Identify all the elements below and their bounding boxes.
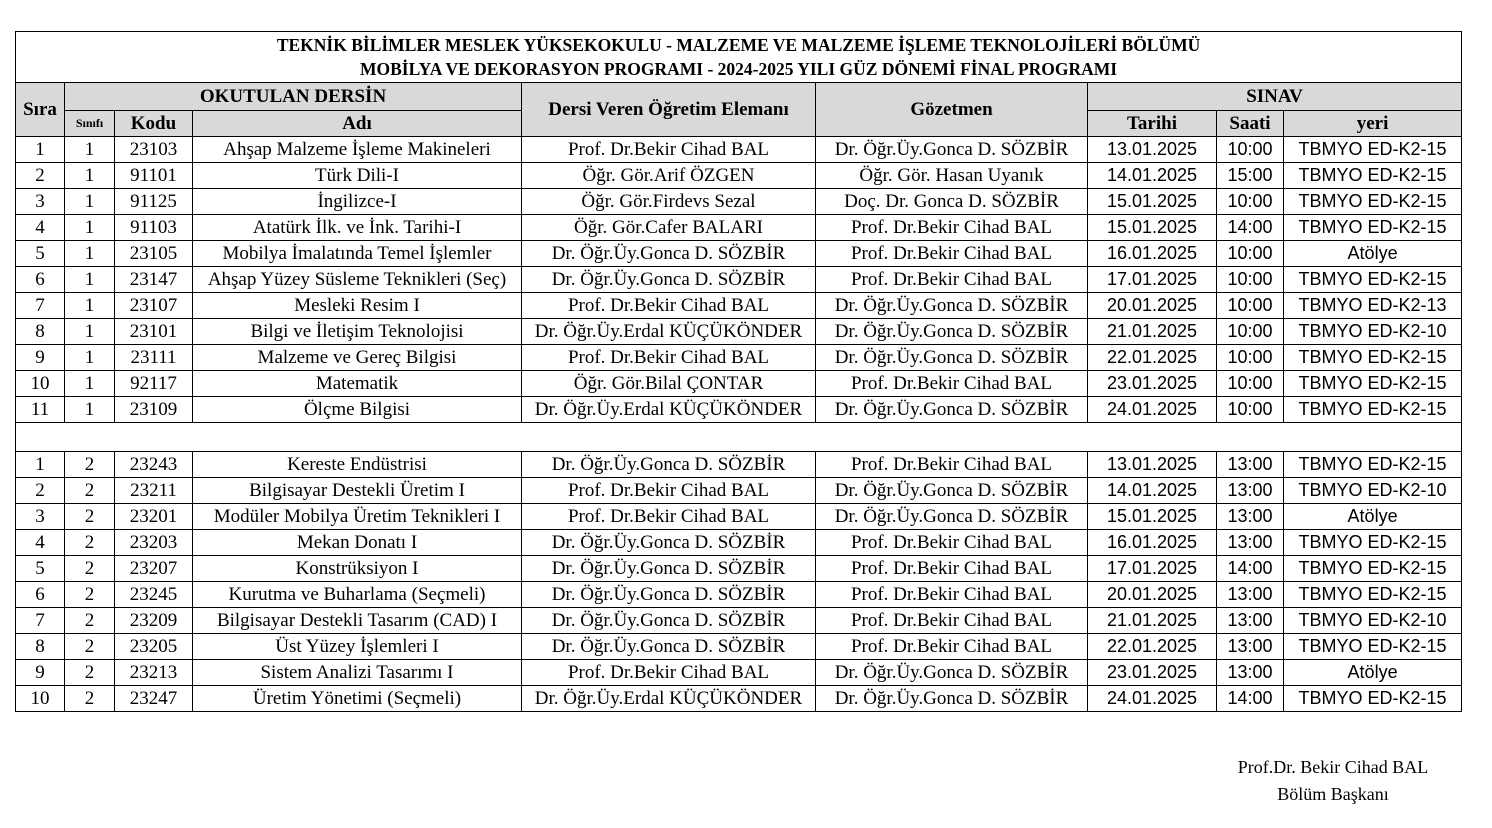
cell-adi: Bilgisayar Destekli Üretim I [193,478,522,504]
cell-gozetmen: Prof. Dr.Bekir Cihad BAL [816,241,1088,267]
cell-gozetmen: Dr. Öğr.Üy.Gonca D. SÖZBİR [816,137,1088,163]
cell-saati: 13:00 [1217,530,1284,556]
cell-gozetmen: Doç. Dr. Gonca D. SÖZBİR [816,189,1088,215]
cell-tarihi: 17.01.2025 [1088,267,1217,293]
document-title [16,32,1462,83]
cell-kodu: 23107 [115,293,193,319]
cell-saati: 10:00 [1217,345,1284,371]
cell-ogretim-elemani: Öğr. Gör.Firdevs Sezal [522,189,816,215]
header-kodu: Kodu [115,111,193,137]
cell-saati: 13:00 [1217,504,1284,530]
table-row [16,241,1462,267]
table-row [16,189,1462,215]
cell-ogretim-elemani: Öğr. Gör.Arif ÖZGEN [522,163,816,189]
cell-yeri: TBMYO ED-K2-15 [1284,556,1462,582]
cell-saati: 15:00 [1217,163,1284,189]
cell-yeri: TBMYO ED-K2-15 [1284,452,1462,478]
table-row [16,397,1462,423]
cell-tarihi: 15.01.2025 [1088,504,1217,530]
table-row [16,371,1462,397]
cell-adi: Sistem Analizi Tasarımı I [193,660,522,686]
cell-yeri: TBMYO ED-K2-15 [1284,345,1462,371]
cell-saati: 13:00 [1217,608,1284,634]
cell-gozetmen: Dr. Öğr.Üy.Gonca D. SÖZBİR [816,660,1088,686]
table-row [16,293,1462,319]
cell-yeri: Atölye [1284,660,1462,686]
cell-kodu: 23213 [115,660,193,686]
cell-gozetmen: Dr. Öğr.Üy.Gonca D. SÖZBİR [816,345,1088,371]
cell-gozetmen: Dr. Öğr.Üy.Gonca D. SÖZBİR [816,686,1088,712]
cell-sinifi: 2 [65,582,115,608]
header-ogretim-elemani: Dersi Veren Öğretim Elemanı [522,83,816,137]
cell-tarihi: 23.01.2025 [1088,660,1217,686]
cell-tarihi: 16.01.2025 [1088,241,1217,267]
cell-ogretim-elemani: Prof. Dr.Bekir Cihad BAL [522,504,816,530]
cell-kodu: 92117 [115,371,193,397]
cell-saati: 10:00 [1217,293,1284,319]
cell-sira: 4 [16,215,65,241]
cell-sira: 3 [16,189,65,215]
cell-sira: 11 [16,397,65,423]
cell-saati: 13:00 [1217,452,1284,478]
cell-yeri: TBMYO ED-K2-15 [1284,371,1462,397]
cell-saati: 10:00 [1217,241,1284,267]
cell-sira: 7 [16,293,65,319]
cell-yeri: TBMYO ED-K2-15 [1284,215,1462,241]
cell-gozetmen: Prof. Dr.Bekir Cihad BAL [816,530,1088,556]
cell-sinifi: 2 [65,530,115,556]
exam-schedule-table [15,31,1462,712]
cell-gozetmen: Prof. Dr.Bekir Cihad BAL [816,215,1088,241]
cell-ogretim-elemani: Dr. Öğr.Üy.Gonca D. SÖZBİR [522,267,816,293]
cell-kodu: 23205 [115,634,193,660]
cell-adi: Matematik [193,371,522,397]
cell-tarihi: 13.01.2025 [1088,452,1217,478]
cell-gozetmen: Prof. Dr.Bekir Cihad BAL [816,608,1088,634]
cell-adi: Mesleki Resim I [193,293,522,319]
cell-yeri: TBMYO ED-K2-10 [1284,478,1462,504]
cell-saati: 10:00 [1217,371,1284,397]
cell-kodu: 23147 [115,267,193,293]
cell-saati: 14:00 [1217,215,1284,241]
cell-tarihi: 16.01.2025 [1088,530,1217,556]
cell-sinifi: 2 [65,504,115,530]
cell-ogretim-elemani: Dr. Öğr.Üy.Gonca D. SÖZBİR [522,241,816,267]
cell-sira: 2 [16,163,65,189]
cell-adi: Üretim Yönetimi (Seçmeli) [193,686,522,712]
cell-ogretim-elemani: Dr. Öğr.Üy.Erdal KÜÇÜKÖNDER [522,686,816,712]
section-spacer-row [16,423,1462,452]
cell-adi: Ahşap Yüzey Süsleme Teknikleri (Seç) [193,267,522,293]
cell-saati: 14:00 [1217,556,1284,582]
cell-yeri: TBMYO ED-K2-15 [1284,397,1462,423]
cell-tarihi: 13.01.2025 [1088,137,1217,163]
header-gozetmen: Gözetmen [816,83,1088,137]
cell-sira: 7 [16,608,65,634]
cell-saati: 13:00 [1217,634,1284,660]
cell-sira: 10 [16,686,65,712]
cell-yeri: TBMYO ED-K2-15 [1284,686,1462,712]
cell-yeri: TBMYO ED-K2-13 [1284,293,1462,319]
table-row [16,530,1462,556]
cell-kodu: 23101 [115,319,193,345]
cell-ogretim-elemani: Dr. Öğr.Üy.Gonca D. SÖZBİR [522,530,816,556]
table-row [16,215,1462,241]
header-okutulan-dersin: OKUTULAN DERSİN [65,83,522,111]
cell-ogretim-elemani: Dr. Öğr.Üy.Gonca D. SÖZBİR [522,634,816,660]
table-row [16,163,1462,189]
table-row [16,660,1462,686]
cell-sinifi: 1 [65,397,115,423]
header-yeri: yeri [1284,111,1462,137]
cell-yeri: TBMYO ED-K2-15 [1284,634,1462,660]
table-row [16,267,1462,293]
cell-sinifi: 2 [65,686,115,712]
title-line-2: MOBİLYA VE DEKORASYON PROGRAMI - 2024-2025 YILI GÜZ DÖNEMİ FİNAL PROGRAMI [360,59,1118,79]
cell-sinifi: 2 [65,452,115,478]
cell-yeri: Atölye [1284,241,1462,267]
cell-sinifi: 2 [65,478,115,504]
cell-tarihi: 20.01.2025 [1088,293,1217,319]
cell-ogretim-elemani: Dr. Öğr.Üy.Gonca D. SÖZBİR [522,608,816,634]
cell-adi: Bilgisayar Destekli Tasarım (CAD) I [193,608,522,634]
cell-sira: 3 [16,504,65,530]
cell-sira: 1 [16,137,65,163]
cell-tarihi: 23.01.2025 [1088,371,1217,397]
cell-ogretim-elemani: Dr. Öğr.Üy.Gonca D. SÖZBİR [522,582,816,608]
cell-saati: 13:00 [1217,478,1284,504]
cell-ogretim-elemani: Prof. Dr.Bekir Cihad BAL [522,660,816,686]
cell-gozetmen: Dr. Öğr.Üy.Gonca D. SÖZBİR [816,397,1088,423]
cell-kodu: 91101 [115,163,193,189]
cell-saati: 13:00 [1217,660,1284,686]
cell-ogretim-elemani: Prof. Dr.Bekir Cihad BAL [522,478,816,504]
cell-kodu: 23211 [115,478,193,504]
title-row [16,32,1462,83]
cell-sinifi: 1 [65,267,115,293]
cell-kodu: 23105 [115,241,193,267]
cell-gozetmen: Prof. Dr.Bekir Cihad BAL [816,582,1088,608]
cell-gozetmen: Dr. Öğr.Üy.Gonca D. SÖZBİR [816,319,1088,345]
header-tarihi: Tarihi [1088,111,1217,137]
table-row [16,556,1462,582]
cell-sira: 8 [16,319,65,345]
cell-gozetmen: Dr. Öğr.Üy.Gonca D. SÖZBİR [816,504,1088,530]
cell-sinifi: 1 [65,319,115,345]
cell-tarihi: 24.01.2025 [1088,686,1217,712]
cell-tarihi: 24.01.2025 [1088,397,1217,423]
cell-sinifi: 1 [65,345,115,371]
cell-gozetmen: Prof. Dr.Bekir Cihad BAL [816,452,1088,478]
signature-role: Bölüm Başkanı [1277,784,1389,804]
cell-gozetmen: Prof. Dr.Bekir Cihad BAL [816,634,1088,660]
cell-sinifi: 1 [65,241,115,267]
cell-adi: Ölçme Bilgisi [193,397,522,423]
cell-tarihi: 17.01.2025 [1088,556,1217,582]
cell-yeri: TBMYO ED-K2-10 [1284,608,1462,634]
cell-kodu: 91125 [115,189,193,215]
cell-kodu: 23245 [115,582,193,608]
signature-block [1200,754,1466,808]
cell-adi: Atatürk İlk. ve İnk. Tarihi-I [193,215,522,241]
cell-adi: Mobilya İmalatında Temel İşlemler [193,241,522,267]
cell-sinifi: 2 [65,660,115,686]
header-adi: Adı [193,111,522,137]
table-row [16,634,1462,660]
cell-yeri: TBMYO ED-K2-10 [1284,319,1462,345]
signature-name: Prof.Dr. Bekir Cihad BAL [1237,757,1429,777]
cell-adi: Kurutma ve Buharlama (Seçmeli) [193,582,522,608]
cell-ogretim-elemani: Prof. Dr.Bekir Cihad BAL [522,137,816,163]
cell-sinifi: 1 [65,371,115,397]
cell-ogretim-elemani: Dr. Öğr.Üy.Erdal KÜÇÜKÖNDER [522,319,816,345]
cell-kodu: 23103 [115,137,193,163]
cell-tarihi: 14.01.2025 [1088,163,1217,189]
cell-yeri: TBMYO ED-K2-15 [1284,189,1462,215]
header-sinav: SINAV [1088,83,1462,111]
cell-ogretim-elemani: Dr. Öğr.Üy.Gonca D. SÖZBİR [522,452,816,478]
cell-adi: Türk Dili-I [193,163,522,189]
cell-gozetmen: Dr. Öğr.Üy.Gonca D. SÖZBİR [816,478,1088,504]
cell-sinifi: 2 [65,608,115,634]
cell-tarihi: 14.01.2025 [1088,478,1217,504]
cell-kodu: 23111 [115,345,193,371]
cell-yeri: TBMYO ED-K2-15 [1284,582,1462,608]
cell-sira: 5 [16,556,65,582]
cell-adi: Malzeme ve Gereç Bilgisi [193,345,522,371]
cell-saati: 10:00 [1217,189,1284,215]
cell-kodu: 23109 [115,397,193,423]
header-row-1 [16,83,1462,111]
cell-adi: Kereste Endüstrisi [193,452,522,478]
cell-kodu: 23203 [115,530,193,556]
cell-sinifi: 1 [65,293,115,319]
table-row [16,582,1462,608]
cell-ogretim-elemani: Öğr. Gör.Bilal ÇONTAR [522,371,816,397]
cell-kodu: 23201 [115,504,193,530]
cell-adi: Mekan Donatı I [193,530,522,556]
cell-gozetmen: Öğr. Gör. Hasan Uyanık [816,163,1088,189]
cell-kodu: 91103 [115,215,193,241]
cell-yeri: TBMYO ED-K2-15 [1284,137,1462,163]
cell-sinifi: 1 [65,163,115,189]
cell-saati: 10:00 [1217,267,1284,293]
cell-sira: 5 [16,241,65,267]
table-row [16,608,1462,634]
table-row [16,345,1462,371]
cell-yeri: TBMYO ED-K2-15 [1284,530,1462,556]
cell-kodu: 23243 [115,452,193,478]
cell-sira: 10 [16,371,65,397]
cell-sira: 8 [16,634,65,660]
cell-sinifi: 2 [65,556,115,582]
cell-sinifi: 2 [65,634,115,660]
cell-saati: 10:00 [1217,397,1284,423]
cell-yeri: TBMYO ED-K2-15 [1284,163,1462,189]
cell-sira: 9 [16,345,65,371]
cell-sinifi: 1 [65,137,115,163]
cell-saati: 10:00 [1217,319,1284,345]
cell-adi: Üst Yüzey İşlemleri I [193,634,522,660]
cell-kodu: 23247 [115,686,193,712]
header-sinifi: Sınıfı [65,111,115,137]
cell-yeri: TBMYO ED-K2-15 [1284,267,1462,293]
cell-kodu: 23207 [115,556,193,582]
table-row [16,686,1462,712]
header-saati: Saati [1217,111,1284,137]
cell-ogretim-elemani: Prof. Dr.Bekir Cihad BAL [522,345,816,371]
table-row [16,452,1462,478]
header-sira: Sıra [16,83,65,137]
cell-saati: 13:00 [1217,582,1284,608]
cell-tarihi: 22.01.2025 [1088,634,1217,660]
cell-gozetmen: Prof. Dr.Bekir Cihad BAL [816,267,1088,293]
cell-ogretim-elemani: Öğr. Gör.Cafer BALARI [522,215,816,241]
cell-sira: 4 [16,530,65,556]
cell-saati: 10:00 [1217,137,1284,163]
cell-gozetmen: Dr. Öğr.Üy.Gonca D. SÖZBİR [816,293,1088,319]
cell-adi: Konstrüksiyon I [193,556,522,582]
cell-adi: Ahşap Malzeme İşleme Makineleri [193,137,522,163]
cell-tarihi: 22.01.2025 [1088,345,1217,371]
cell-sira: 2 [16,478,65,504]
cell-yeri: Atölye [1284,504,1462,530]
cell-ogretim-elemani: Dr. Öğr.Üy.Erdal KÜÇÜKÖNDER [522,397,816,423]
cell-sira: 9 [16,660,65,686]
cell-tarihi: 15.01.2025 [1088,215,1217,241]
title-line-1: TEKNİK BİLİMLER MESLEK YÜKSEKOKULU - MALZEME VE MALZEME İŞLEME TEKNOLOJİLERİ BÖLÜMÜ [276,35,1201,55]
cell-kodu: 23209 [115,608,193,634]
cell-ogretim-elemani: Prof. Dr.Bekir Cihad BAL [522,293,816,319]
table-row [16,504,1462,530]
cell-sinifi: 1 [65,215,115,241]
spacer-cell [16,423,1462,452]
cell-sinifi: 1 [65,189,115,215]
cell-sira: 1 [16,452,65,478]
cell-sira: 6 [16,582,65,608]
cell-tarihi: 21.01.2025 [1088,608,1217,634]
cell-adi: Modüler Mobilya Üretim Teknikleri I [193,504,522,530]
cell-tarihi: 20.01.2025 [1088,582,1217,608]
cell-sira: 6 [16,267,65,293]
cell-gozetmen: Prof. Dr.Bekir Cihad BAL [816,371,1088,397]
table-row [16,319,1462,345]
cell-gozetmen: Prof. Dr.Bekir Cihad BAL [816,556,1088,582]
cell-adi: İngilizce-I [193,189,522,215]
cell-saati: 14:00 [1217,686,1284,712]
cell-tarihi: 15.01.2025 [1088,189,1217,215]
table-row [16,137,1462,163]
cell-tarihi: 21.01.2025 [1088,319,1217,345]
cell-adi: Bilgi ve İletişim Teknolojisi [193,319,522,345]
cell-ogretim-elemani: Dr. Öğr.Üy.Gonca D. SÖZBİR [522,556,816,582]
table-row [16,478,1462,504]
